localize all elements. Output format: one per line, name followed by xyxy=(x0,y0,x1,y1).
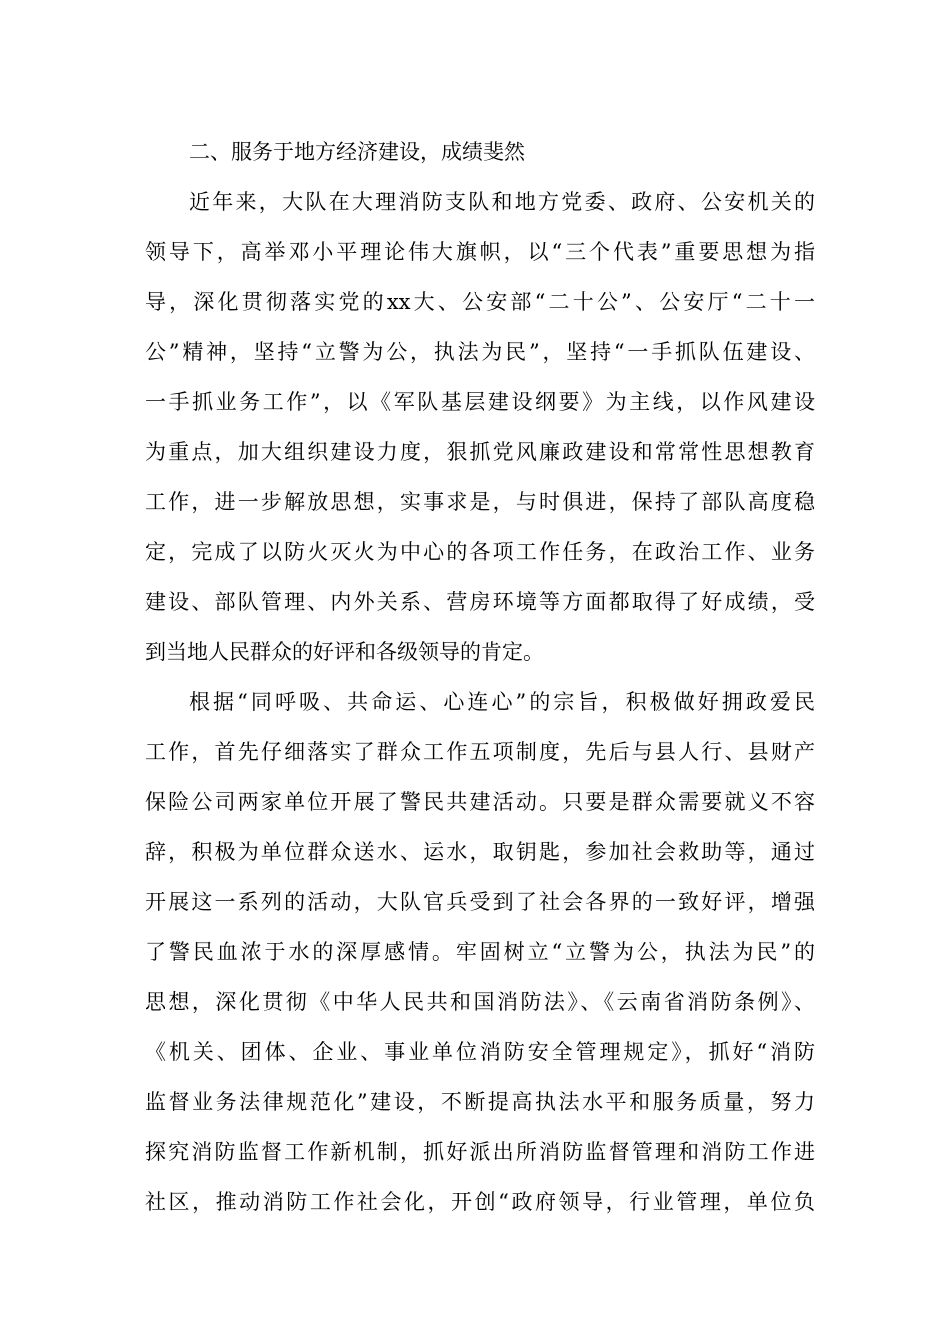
paragraph-line: 根据“同呼吸、共命运、心连心”的宗旨，积极做好拥政爱民 xyxy=(189,690,815,714)
paragraph-line: 建设、部队管理、内外关系、营房环境等方面都取得了好成绩，受 xyxy=(145,590,815,614)
paragraph-line: 一手抓业务工作”，以《军队基层建设纲要》为主线，以作风建设 xyxy=(145,390,815,414)
paragraph-line: 开展这一系列的活动，大队官兵受到了社会各界的一致好评，增强 xyxy=(145,890,815,914)
paragraph-line: 领导下，高举邓小平理论伟大旗帜，以“三个代表”重要思想为指 xyxy=(145,240,815,264)
paragraph-line: 到当地人民群众的好评和各级领导的肯定。 xyxy=(145,640,544,664)
paragraph-line: 工作，进一步解放思想，实事求是，与时俱进，保持了部队高度稳 xyxy=(145,490,815,514)
paragraph-line: 辞，积极为单位群众送水、运水，取钥匙，参加社会救助等，通过 xyxy=(145,840,815,864)
paragraph-line: 监督业务法律规范化”建设，不断提高执法水平和服务质量，努力 xyxy=(145,1090,815,1114)
paragraph-line: 导，深化贯彻落实党的xx大、公安部“二十公”、公安厅“二十一 xyxy=(145,290,815,314)
paragraph-line: 探究消防监督工作新机制，抓好派出所消防监督管理和消防工作进 xyxy=(145,1140,815,1164)
paragraph-line: 定，完成了以防火灭火为中心的各项工作任务，在政治工作、业务 xyxy=(145,540,815,564)
paragraph-line: 了警民血浓于水的深厚感情。牢固树立“立警为公，执法为民”的 xyxy=(145,940,815,964)
section-heading: 二、服务于地方经济建设，成绩斐然 xyxy=(189,140,525,164)
paragraph-line: 保险公司两家单位开展了警民共建活动。只要是群众需要就义不容 xyxy=(145,790,815,814)
paragraph-line: 为重点，加大组织建设力度，狠抓党风廉政建设和常常性思想教育 xyxy=(145,440,815,464)
paragraph-line: 社区，推动消防工作社会化，开创“政府领导，行业管理，单位负 xyxy=(145,1190,815,1214)
paragraph-line: 近年来，大队在大理消防支队和地方党委、政府、公安机关的 xyxy=(189,190,815,214)
paragraph-line: 公”精神，坚持“立警为公，执法为民”，坚持“一手抓队伍建设、 xyxy=(145,340,815,364)
paragraph-line: 工作，首先仔细落实了群众工作五项制度，先后与县人行、县财产 xyxy=(145,740,815,764)
paragraph-line: 思想，深化贯彻《中华人民共和国消防法》、《云南省消防条例》、 xyxy=(145,990,815,1014)
paragraph-line: 《机关、团体、企业、事业单位消防安全管理规定》，抓好“消防 xyxy=(145,1040,815,1064)
